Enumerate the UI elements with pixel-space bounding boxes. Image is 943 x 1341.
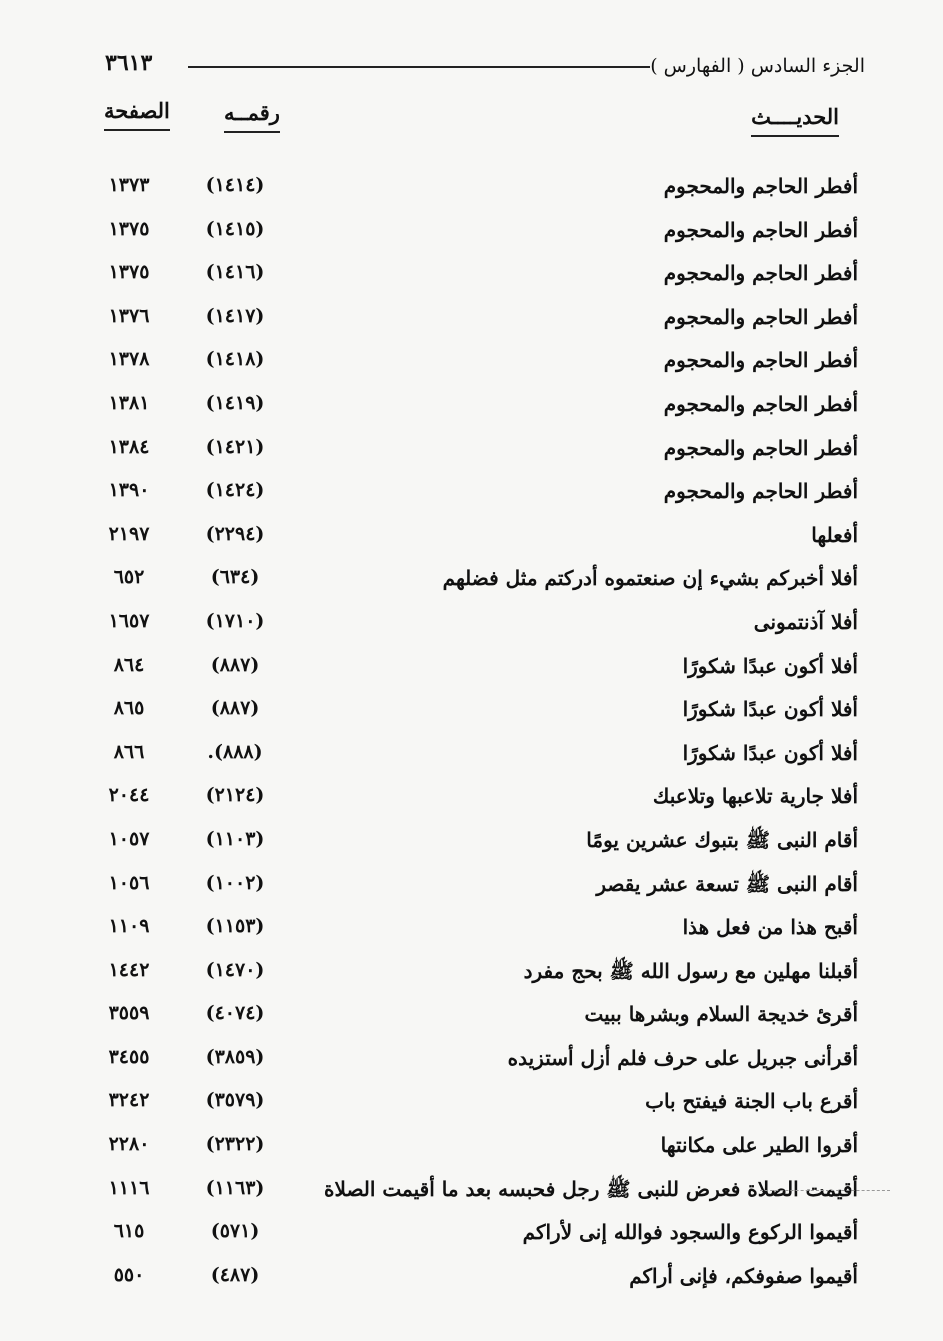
table-row	[0, 866, 943, 910]
hadith-text: أفعلها	[811, 522, 858, 547]
column-header-hadith-label: الحديــــث	[751, 104, 839, 129]
hadith-number: (١٤١٥)	[205, 217, 265, 240]
hadith-number: (١٠٠٢)	[205, 871, 265, 894]
table-row	[0, 1040, 943, 1084]
table-row	[0, 648, 943, 692]
hadith-number: (١٤٧٠)	[205, 958, 265, 981]
hadith-number: (٣٥٧٩)	[205, 1089, 265, 1112]
page-reference: ١٣٧٣	[108, 174, 150, 196]
page-reference: ٣٢٤٢	[108, 1089, 150, 1112]
page-reference: ١٣٨١	[108, 391, 150, 414]
hadith-text: أقيمت الصلاة فعرض للنبى ﷺ رجل فحبسه بعد ما أقيمت الصلاة	[324, 1176, 858, 1201]
column-header-number-label: رقمــه	[224, 100, 280, 125]
hadith-number: (٢١٢٤)	[205, 784, 265, 807]
table-row	[0, 386, 943, 430]
index-table	[0, 168, 943, 1301]
hadith-number: (١٤١٨)	[205, 348, 265, 371]
page-reference: ١٣٨٤	[108, 435, 150, 458]
page-reference: ٣٤٥٥	[108, 1045, 150, 1068]
page-reference: ١٠٥٦	[108, 871, 150, 894]
hadith-text: أقيموا صفوفكم، فإنى أراكم	[629, 1263, 858, 1288]
page-reference: ٥٥٠	[113, 1263, 145, 1286]
hadith-number: (١٤٢٤)	[205, 479, 265, 502]
column-header-page	[104, 98, 170, 123]
column-header-number	[224, 100, 280, 125]
hadith-number: (٢٣٢٢)	[205, 1133, 265, 1156]
page-reference: ٦١٥	[113, 1220, 145, 1243]
page-reference: ٦٥٢	[113, 566, 145, 589]
table-row	[0, 778, 943, 822]
page-reference: ١١١٦	[108, 1176, 150, 1199]
page-reference: ٢٠٤٤	[108, 784, 150, 807]
hadith-text: أفطر الحاجم والمحجوم	[663, 435, 858, 460]
hadith-number: (٨٨٨).	[207, 740, 263, 763]
hadith-number: (١١٠٣)	[205, 827, 265, 850]
page-reference: ٣٥٥٩	[108, 1002, 150, 1025]
hadith-text: أفلا أخبركم بشيء إن صنعتموه أدركتم مثل فضلهم	[442, 566, 858, 591]
hadith-text: أقرئ خديجة السلام وبشرها ببيت	[584, 1002, 858, 1027]
hadith-number: (٣٨٥٩)	[205, 1045, 265, 1068]
table-row	[0, 212, 943, 256]
table-row	[0, 822, 943, 866]
hadith-text: أفلا جارية تلاعبها وتلاعبك	[652, 784, 858, 809]
page-reference: ١٣٧٥	[108, 261, 150, 284]
hadith-number: (١٧١٠)	[205, 609, 265, 632]
table-row	[0, 1214, 943, 1258]
hadith-text: أفطر الحاجم والمحجوم	[663, 391, 858, 416]
hadith-text: أقام النبى ﷺ بتبوك عشرين يومًا	[586, 827, 858, 852]
hadith-text: أقروا الطير على مكانتها	[660, 1133, 858, 1158]
table-row	[0, 909, 943, 953]
hadith-text: أقبح هذا من فعل هذا	[682, 915, 858, 940]
table-row	[0, 560, 943, 604]
page-reference: ٢٢٨٠	[108, 1133, 150, 1156]
hadith-text: أفلا آذنتمونى	[753, 609, 858, 634]
hadith-text: أفطر الحاجم والمحجوم	[663, 304, 858, 329]
page-reference: ١٣٩٠	[108, 479, 150, 502]
page-reference: ١٠٥٧	[108, 827, 150, 850]
hadith-text: أفطر الحاجم والمحجوم	[663, 348, 858, 373]
hadith-number: (٥٧١)	[210, 1220, 260, 1243]
hadith-number: (١١٦٣)	[205, 1176, 265, 1199]
page-reference: ١٣٧٦	[108, 304, 150, 327]
running-header: الجزء السادس ( الفهارس )	[650, 55, 865, 77]
hadith-number: (٤٨٧)	[210, 1263, 260, 1286]
hadith-text: أقيموا الركوع والسجود فوالله إنى لأراكم	[522, 1220, 858, 1245]
hadith-number: (٤٠٧٤)	[205, 1002, 265, 1025]
column-header-hadith	[751, 104, 839, 129]
hadith-text: أفطر الحاجم والمحجوم	[663, 217, 858, 242]
column-underline	[224, 131, 280, 133]
page-reference: ١٦٥٧	[108, 609, 150, 632]
page-reference: ٨٦٤	[113, 653, 145, 676]
table-row	[0, 735, 943, 779]
hadith-number: (١٤٢١)	[205, 435, 265, 458]
table-row	[0, 996, 943, 1040]
table-row	[0, 1258, 943, 1302]
hadith-number: (٨٨٧)	[210, 697, 260, 720]
header-rule	[188, 66, 650, 68]
table-row	[0, 1083, 943, 1127]
hadith-number: (١٤١٩)	[205, 391, 265, 414]
page-reference: ٢١٩٧	[108, 522, 150, 545]
table-row	[0, 604, 943, 648]
hadith-text: أفلا أكون عبدًا شكورًا	[682, 653, 858, 678]
table-row	[0, 342, 943, 386]
page-reference: ٨٦٥	[113, 697, 145, 720]
table-row	[0, 299, 943, 343]
hadith-number: (٨٨٧)	[210, 653, 260, 676]
table-row	[0, 1127, 943, 1171]
hadith-text: أفلا أكون عبدًا شكورًا	[682, 740, 858, 765]
hadith-number: (١٤١٤)	[205, 174, 265, 196]
page-reference: ١١٠٩	[108, 915, 150, 938]
column-header-page-label: الصفحة	[104, 98, 170, 123]
page-number: ٣٦١٣	[105, 50, 153, 76]
column-underline	[104, 129, 170, 131]
table-row	[0, 691, 943, 735]
table-row	[0, 473, 943, 517]
hadith-number: (١١٥٣)	[205, 915, 265, 938]
hadith-number: (١٤١٧)	[205, 304, 265, 327]
table-row	[0, 517, 943, 561]
table-row	[0, 168, 943, 212]
hadith-text: أقرع باب الجنة فيفتح باب	[645, 1089, 858, 1114]
hadith-text: أقبلنا مهلين مع رسول الله ﷺ بحج مفرد	[523, 958, 858, 983]
table-row	[0, 1171, 943, 1215]
page-reference: ١٣٧٥	[108, 217, 150, 240]
page-reference: ١٣٧٨	[108, 348, 150, 371]
page-reference: ١٤٤٢	[108, 958, 150, 981]
hadith-number: (١٤١٦)	[205, 261, 265, 284]
hadith-text: أفطر الحاجم والمحجوم	[663, 174, 858, 198]
hadith-text: أفطر الحاجم والمحجوم	[663, 479, 858, 504]
dashed-line	[760, 1190, 890, 1191]
table-row	[0, 430, 943, 474]
hadith-text: أقام النبى ﷺ تسعة عشر يقصر	[596, 871, 858, 896]
hadith-text: أفطر الحاجم والمحجوم	[663, 261, 858, 286]
page-reference: ٨٦٦	[113, 740, 145, 763]
table-row	[0, 953, 943, 997]
column-underline	[751, 135, 839, 137]
hadith-text: أقرأنى جبريل على حرف فلم أزل أستزيده	[507, 1045, 858, 1070]
hadith-number: (٦٣٤)	[210, 566, 260, 589]
hadith-number: (٢٢٩٤)	[205, 522, 265, 545]
table-row	[0, 255, 943, 299]
hadith-text: أفلا أكون عبدًا شكورًا	[682, 697, 858, 722]
